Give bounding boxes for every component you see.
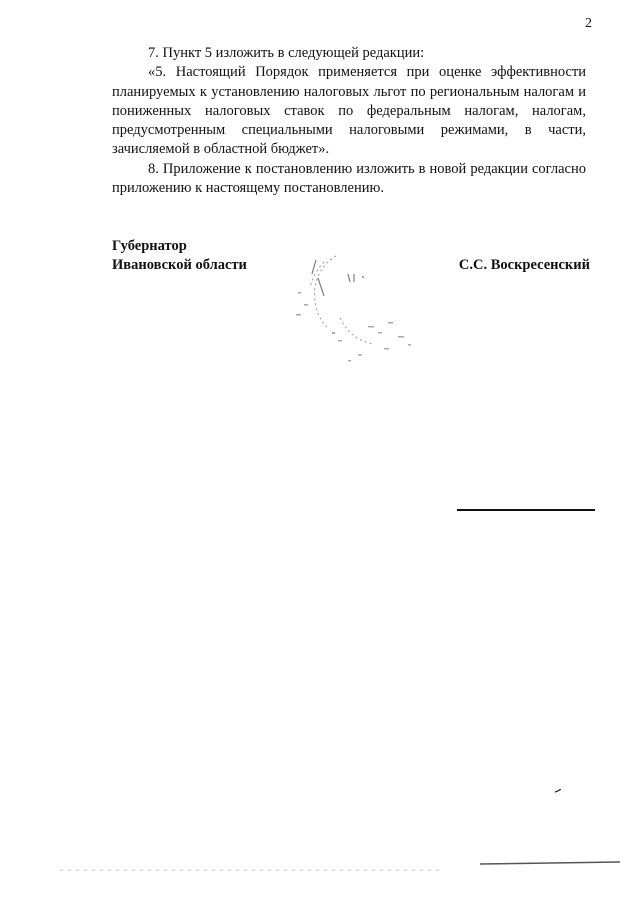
closing-rule-line	[457, 509, 595, 511]
signatory-position-line1: Губернатор	[112, 238, 187, 254]
scan-edge-noise	[60, 860, 620, 872]
faded-stamp-seal	[288, 248, 428, 368]
paragraph-quoted-item-5: «5. Настоящий Порядок применяется при оценке эффективности планируемых к установлению налоговых льгот по региональным налогам и пониженных налоговых ставок по федеральным налогам, налогам, предусмотренным специальными налоговыми режимами, в части, зачисляемой в областной бюджет».	[112, 64, 586, 158]
document-body	[112, 44, 586, 198]
page-number: 2	[585, 16, 592, 31]
paragraph-item-7: 7. Пункт 5 изложить в следующей редакции:	[148, 45, 425, 61]
signatory-position-line2: Ивановской области	[112, 257, 247, 273]
signatory-name: С.С. Воскресенский	[458, 257, 590, 273]
paragraph-item-8: 8. Приложение к постановлению изложить в новой редакции согласно приложению к настоящему постановлению.	[112, 160, 586, 197]
scan-speck	[555, 789, 561, 793]
